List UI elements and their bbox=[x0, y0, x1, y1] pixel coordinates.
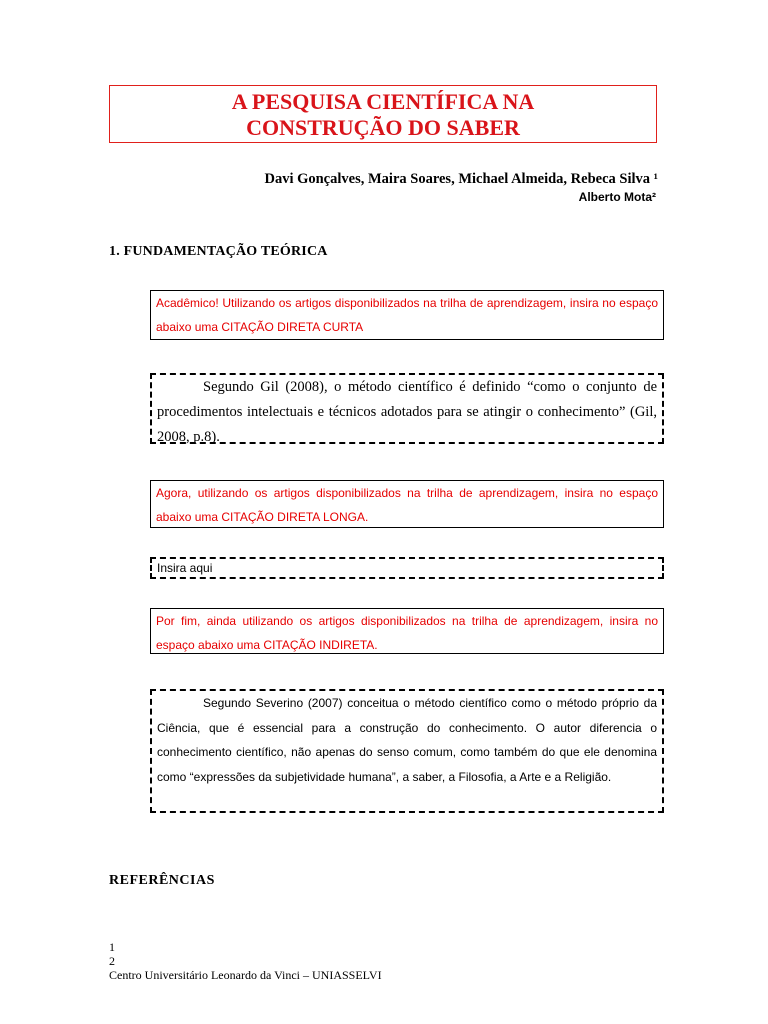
instruction-short-quote: Acadêmico! Utilizando os artigos disponibilizados na trilha de aprendizagem, insira no espaço abaixo uma CITAÇÃO DIRETA CURTA bbox=[150, 290, 664, 340]
title-line-2: CONSTRUÇÃO DO SABER bbox=[246, 115, 520, 140]
long-quote-box[interactable] bbox=[150, 557, 664, 579]
indirect-quote-text: Segundo Severino (2007) conceitua o método científico como o método próprio da Ciência, que é essencial para a construção do conhecimento. O autor diferencia o conhecimento científico, não apenas do senso comum, como também do que ele denomina como “expressões da subjetividade humana”, a saber, a Filosofia, a Arte e a Religião. bbox=[157, 696, 657, 784]
instruction-long-quote: Agora, utilizando os artigos disponibilizados na trilha de aprendizagem, insira no espaço abaixo uma CITAÇÃO DIRETA LONGA. bbox=[150, 480, 664, 528]
references-title: REFERÊNCIAS bbox=[109, 873, 215, 888]
insert-here-text: Insira aqui bbox=[157, 561, 213, 575]
title-box bbox=[109, 85, 657, 143]
footnote-2-marker: 2 bbox=[109, 954, 115, 968]
short-quote-box[interactable] bbox=[150, 373, 664, 444]
title-line-1: A PESQUISA CIENTÍFICA NA bbox=[231, 89, 535, 114]
section-title: 1. FUNDAMENTAÇÃO TEÓRICA bbox=[109, 244, 328, 259]
footnote-1-marker: 1 bbox=[109, 940, 115, 954]
short-quote-text: Segundo Gil (2008), o método científico é definido “como o conjunto de procedimentos intelectuais e técnicos adotados para se atingir o conhecimento” (Gil, 2008, p.8). bbox=[157, 379, 657, 445]
instruction-indirect-quote: Por fim, ainda utilizando os artigos disponibilizados na trilha de aprendizagem, insira no espaço abaixo uma CITAÇÃO INDIRETA. bbox=[150, 608, 664, 654]
indirect-quote-box[interactable] bbox=[150, 689, 664, 813]
advisor: Alberto Mota² bbox=[578, 190, 656, 204]
footnote-institution: Centro Universitário Leonardo da Vinci – UNIASSELVI bbox=[109, 968, 382, 982]
authors: Davi Gonçalves, Maira Soares, Michael Almeida, Rebeca Silva ¹ bbox=[264, 171, 658, 187]
